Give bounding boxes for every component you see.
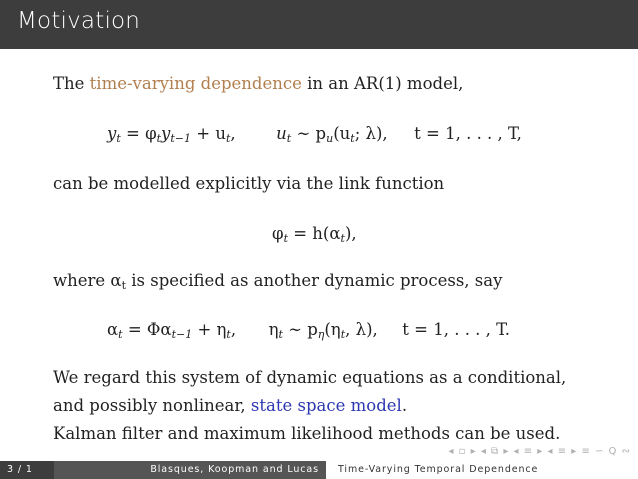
slide-footer (0, 461, 638, 479)
slide-title-bar (0, 0, 638, 49)
footer-authors: Blasques, Koopman and Lucas (54, 461, 326, 479)
state-space-highlight: state space model (250, 396, 402, 415)
intro-text-after: in an AR(1) model, (301, 74, 464, 93)
slide-title: Motivation (17, 8, 141, 34)
intro-line (53, 74, 463, 93)
regard-line-2: and possibly nonlinear, state space model. (53, 396, 408, 415)
footer-page-number: 3 / 1 (0, 461, 54, 479)
kalman-line: Kalman filter and maximum likelihood methods can be used. (53, 424, 561, 443)
intro-text-before: The (53, 74, 90, 93)
equation-link: $\varphi_t = h(\alpha_t)$, (272, 224, 357, 245)
equation-ar1: $y_t = \varphi_ty_{t-1} + u_t$, $u_t$ ∼ $p_u(u_t$; λ), t = 1, . . . , T, (107, 124, 522, 145)
intro-highlight: time-varying dependence (89, 74, 302, 93)
regard-line-1: We regard this system of dynamic equations as a conditional, (53, 368, 567, 387)
navigation-controls[interactable]: ◂ ▫ ▸ ◂ ⧉ ▸ ◂ ≡ ▸ ◂ ≡ ▸ ≡ ∽ Q ∾ (448, 446, 631, 457)
link-function-text: can be modelled explicitly via the link function (53, 174, 445, 193)
where-line: where $\alpha_t$ is specified as another dynamic process, say (53, 271, 503, 292)
equation-dynamic-process: $\alpha_t = \Phi\alpha_{t-1} + \eta_t$, $\eta_t$ ∼ $p_\eta(\eta_t$, λ), t = 1, . . . , T. (107, 320, 510, 341)
footer-short-title: Time-Varying Temporal Dependence (326, 461, 638, 479)
